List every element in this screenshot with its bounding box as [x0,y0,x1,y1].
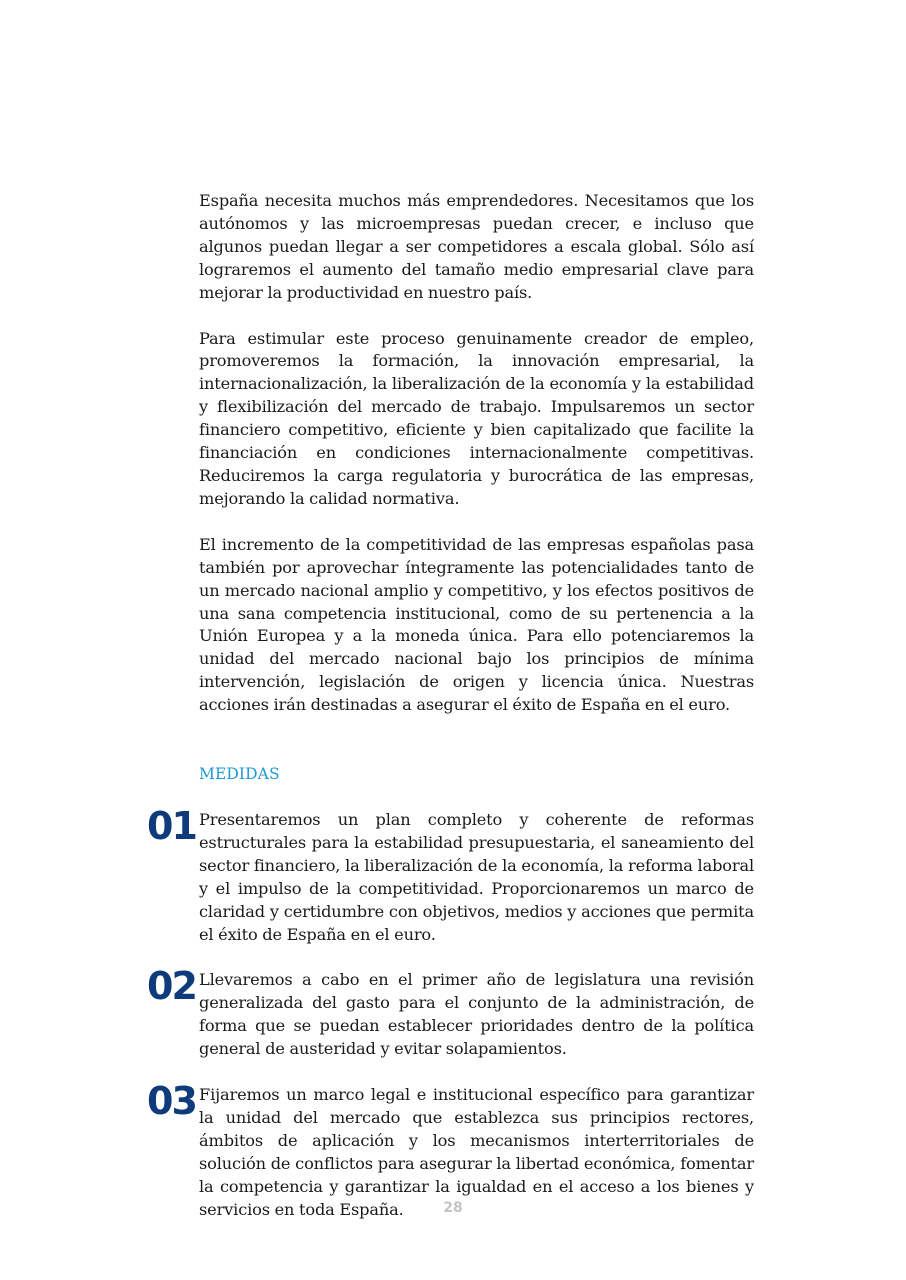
measure-text: Llevaremos a cabo en el primer año de legislatura una revisión generalizada del gasto para el conjunto de la administración, de forma que se puedan establecer prioridades dentro de la política general de austeridad y evitar solapamientos. [199,970,754,1059]
intro-paragraph: España necesita muchos más emprendedores. Necesitamos que los autónomos y las microempresas puedan crecer, e incluso que algunos puedan llegar a ser competidores a escala global. Sólo así lograremos el aumento del tamaño medio empresarial clave para mejorar la productividad en nuestro país. [199,191,754,302]
measure-item [147,964,754,1061]
body-paragraph: Para estimular este proceso genuinamente creador de empleo, promoveremos la formación, la innovación empresarial, la internacionalización, la liberalización de la economía y la estabilidad y flexibilización del mercado de trabajo. Impulsaremos un sector financiero competitivo, eficiente y bien capitalizado que facilite la financiación en condiciones internacionalmente competitivas. Reduciremos la carga regulatoria y burocrática de las empresas, mejorando la calidad normativa. [199,328,754,508]
page-number: 28 [443,1200,463,1216]
measure-number: 02 [147,964,196,1009]
measure-number: 01 [147,804,196,849]
measure-text: Fijaremos un marco legal e institucional específico para garantizar la unidad del mercado que establezca sus principios rectores, ámbitos de aplicación y los mecanismos interterritoriales de solución de conflictos para asegurar la libertad económica, fomentar la competencia y garantizar la igualdad en el acceso a los bienes y servicios en toda España. [199,1085,754,1219]
page-content [147,190,754,1245]
measure-text: Presentaremos un plan completo y coherente de reformas estructurales para la estabilidad presupuestaria, el saneamiento del sector financiero, la liberalización de la economía, la reforma laboral y el impulso de la competitividad. Proporcionaremos un marco de claridad y certidumbre con objetivos, medios y acciones que permita el éxito de España en el euro. [199,810,754,944]
body-paragraph: El incremento de la competitividad de las empresas españolas pasa también por aprovechar íntegramente las potencialidades tanto de un mercado nacional amplio y competitivo, y los efectos positivos de una sana competencia institucional, como de su pertenencia a la Unión Europea y a la moneda única. Para ello potenciaremos la unidad del mercado nacional bajo los principios de mínima intervención, legislación de origen y licencia única. Nuestras acciones irán destinadas a asegurar el éxito de España en el euro. [199,534,754,715]
measures-heading: MEDIDAS [199,765,280,784]
measure-number: 03 [147,1079,196,1124]
measure-item [147,804,754,946]
